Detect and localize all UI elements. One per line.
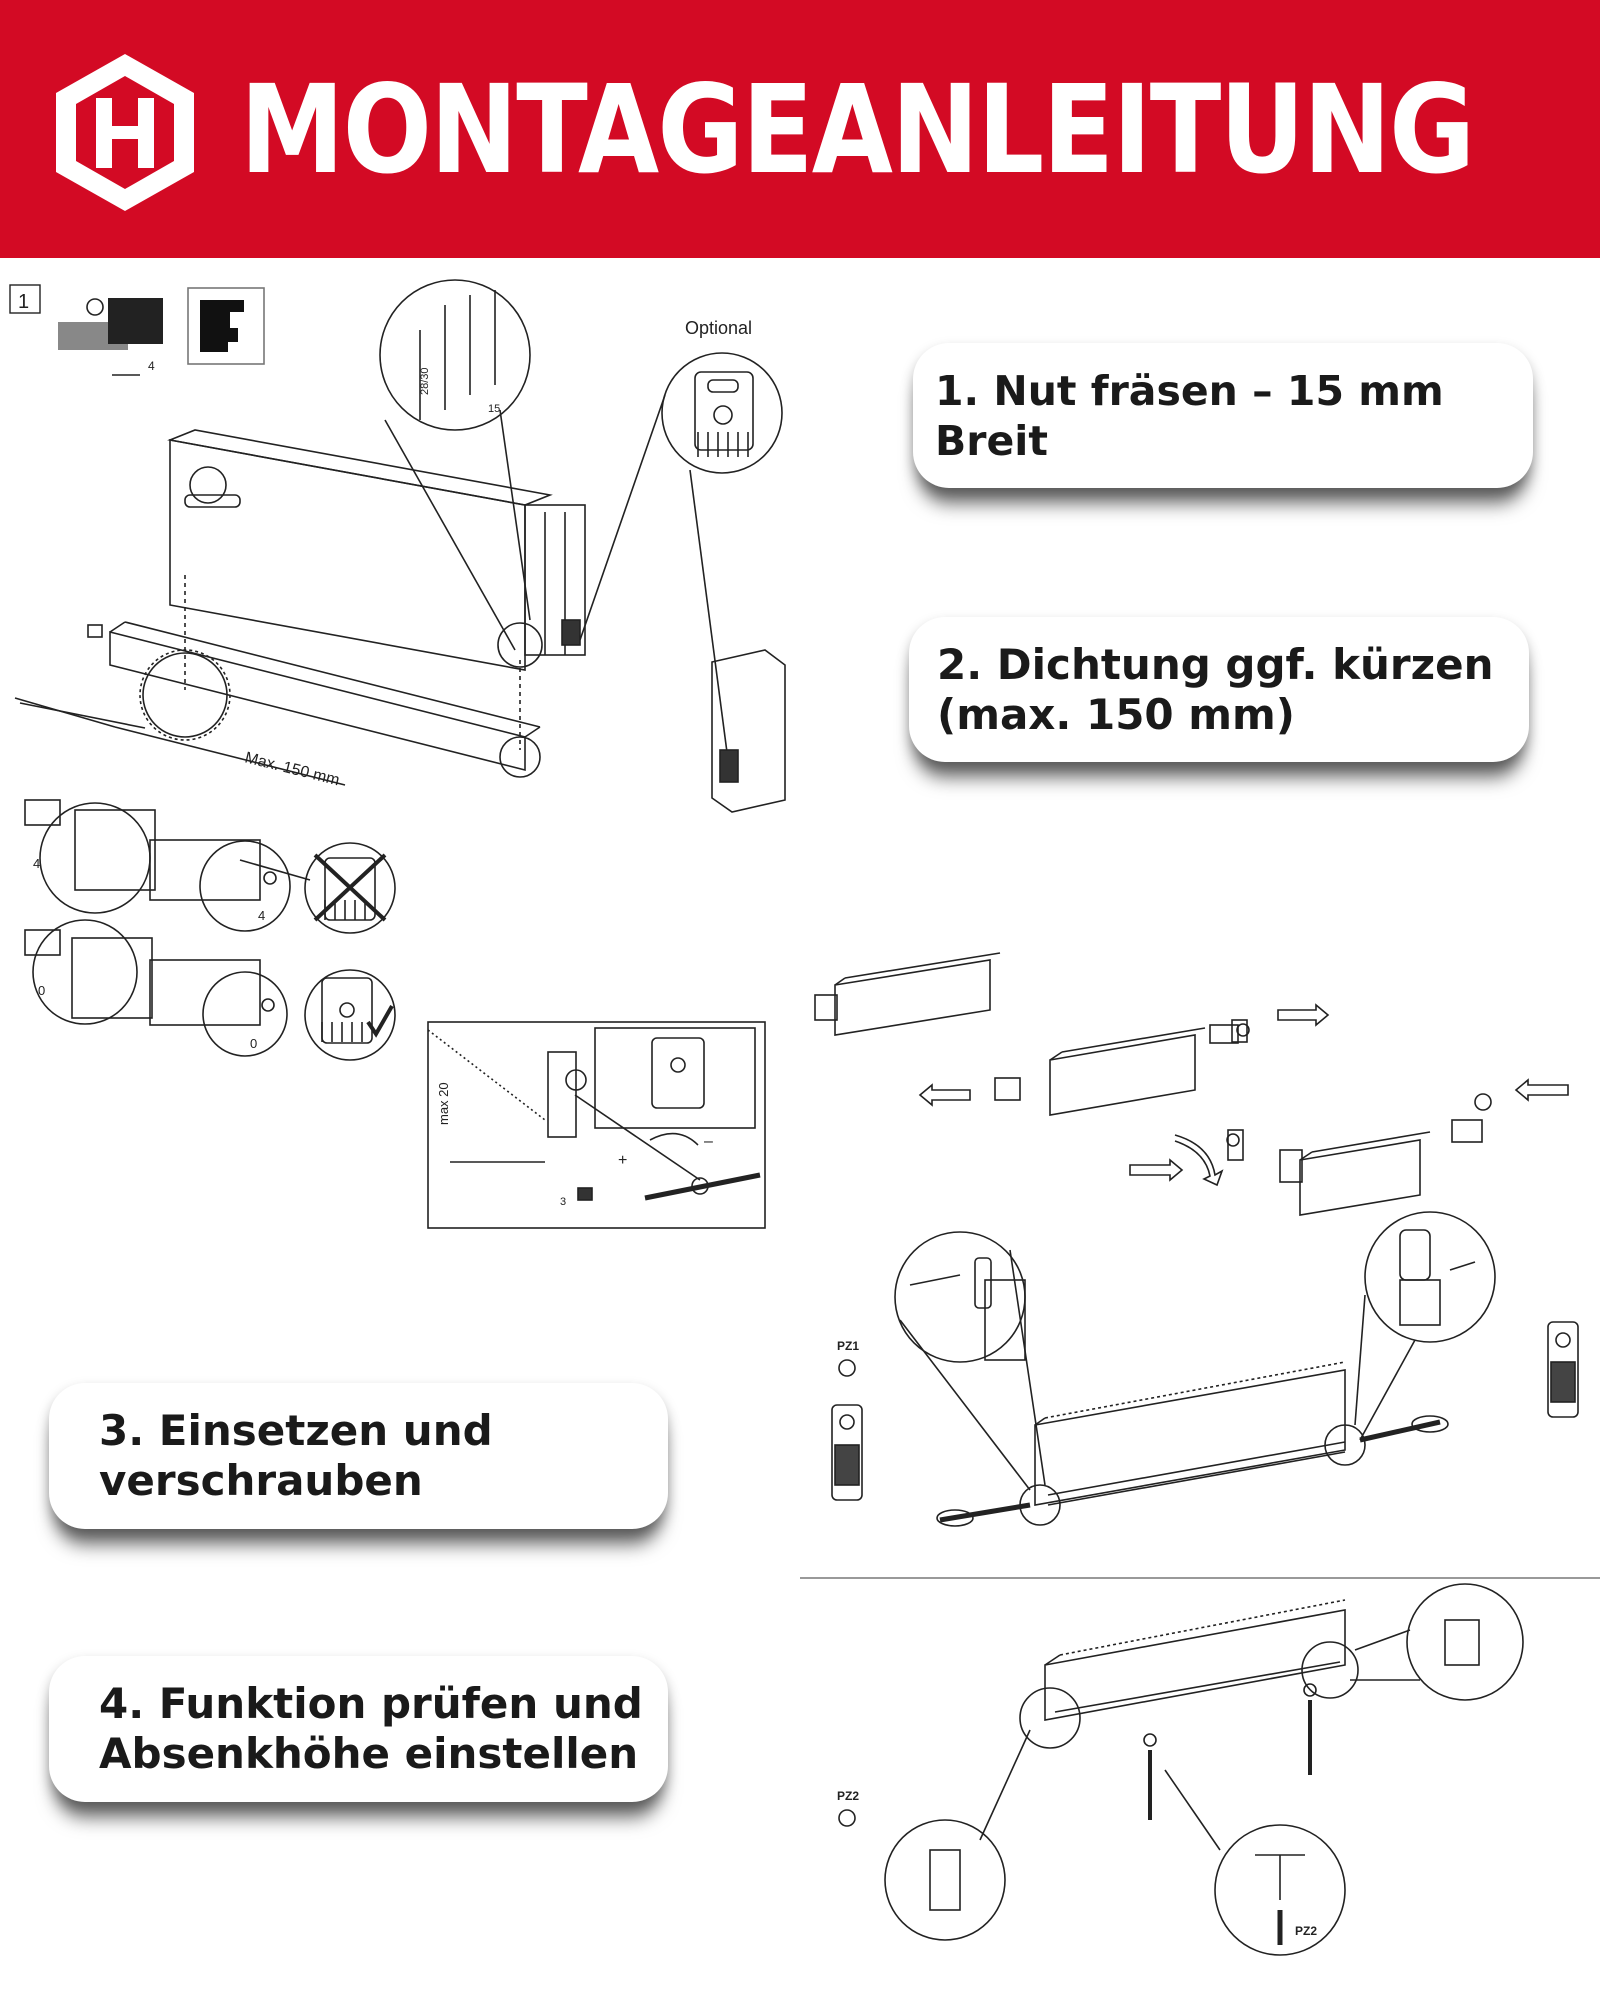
- exploded-assembly-drawing: [815, 953, 1568, 1215]
- adjustment-drawing: [885, 1584, 1523, 1955]
- step-3-label: 3. Einsetzen und verschrauben: [99, 1406, 493, 1505]
- end-cap-bracket-left: [832, 1405, 862, 1500]
- page-title: MONTAGEANLEITUNG: [240, 59, 1474, 201]
- h-hexagon-logo-icon: [50, 50, 200, 215]
- optional-label: Optional: [685, 318, 753, 338]
- wrong-indicator-icon: [305, 843, 395, 933]
- pz2-tip-label: PZ2: [1295, 1924, 1318, 1938]
- installation-drawing: [895, 1212, 1495, 1526]
- plus-sign: +: [618, 1152, 628, 1169]
- correct-indicator-icon: [305, 970, 395, 1060]
- height-adjustment-detail: [428, 1022, 765, 1228]
- step-4-label: 4. Funktion prüfen und Absenkhöhe einstellen: [99, 1679, 643, 1778]
- step-1-label: 1. Nut fräsen – 15 mm Breit: [935, 366, 1444, 465]
- groove-depth-label: 28/30: [419, 367, 431, 395]
- correct-assembly-row: [25, 920, 287, 1056]
- seal-cutting-drawing: [15, 622, 540, 789]
- assembly-drawings: [0, 258, 1600, 2000]
- pz1-label: PZ1: [837, 1339, 860, 1353]
- groove-dim-4: 4: [148, 359, 155, 373]
- optional-clip-zoom: [580, 353, 785, 812]
- max-cut-length-label: Max. 150 mm: [243, 749, 342, 790]
- door-panel-drawing: [170, 430, 585, 750]
- pz2-bit-icon: [839, 1810, 855, 1826]
- wrong-assembly-row: [25, 800, 310, 931]
- header-banner: [0, 0, 1600, 258]
- pz1-bit-icon: [839, 1360, 855, 1376]
- pz2-label: PZ2: [837, 1789, 860, 1803]
- door-profile-thumbnail: [58, 298, 163, 375]
- wrong-dim-4b: 4: [258, 908, 266, 923]
- hex-key-3-label: 3: [560, 1196, 567, 1208]
- step-number: 1: [18, 291, 30, 313]
- step-2-label: 2. Dichtung ggf. kürzen (max. 150 mm): [937, 639, 1494, 739]
- groove-width-label: 15: [488, 403, 501, 415]
- minus-sign: –: [704, 1133, 713, 1150]
- seal-profile-thumbnail: [188, 288, 264, 364]
- correct-dim-0: 0: [38, 983, 46, 998]
- end-cap-bracket-right: [1548, 1322, 1578, 1417]
- groove-detail-zoom: [380, 280, 542, 667]
- correct-dim-0b: 0: [250, 1036, 258, 1051]
- wrong-dim-4: 4: [33, 856, 41, 871]
- max-20-label: max 20: [436, 1082, 451, 1125]
